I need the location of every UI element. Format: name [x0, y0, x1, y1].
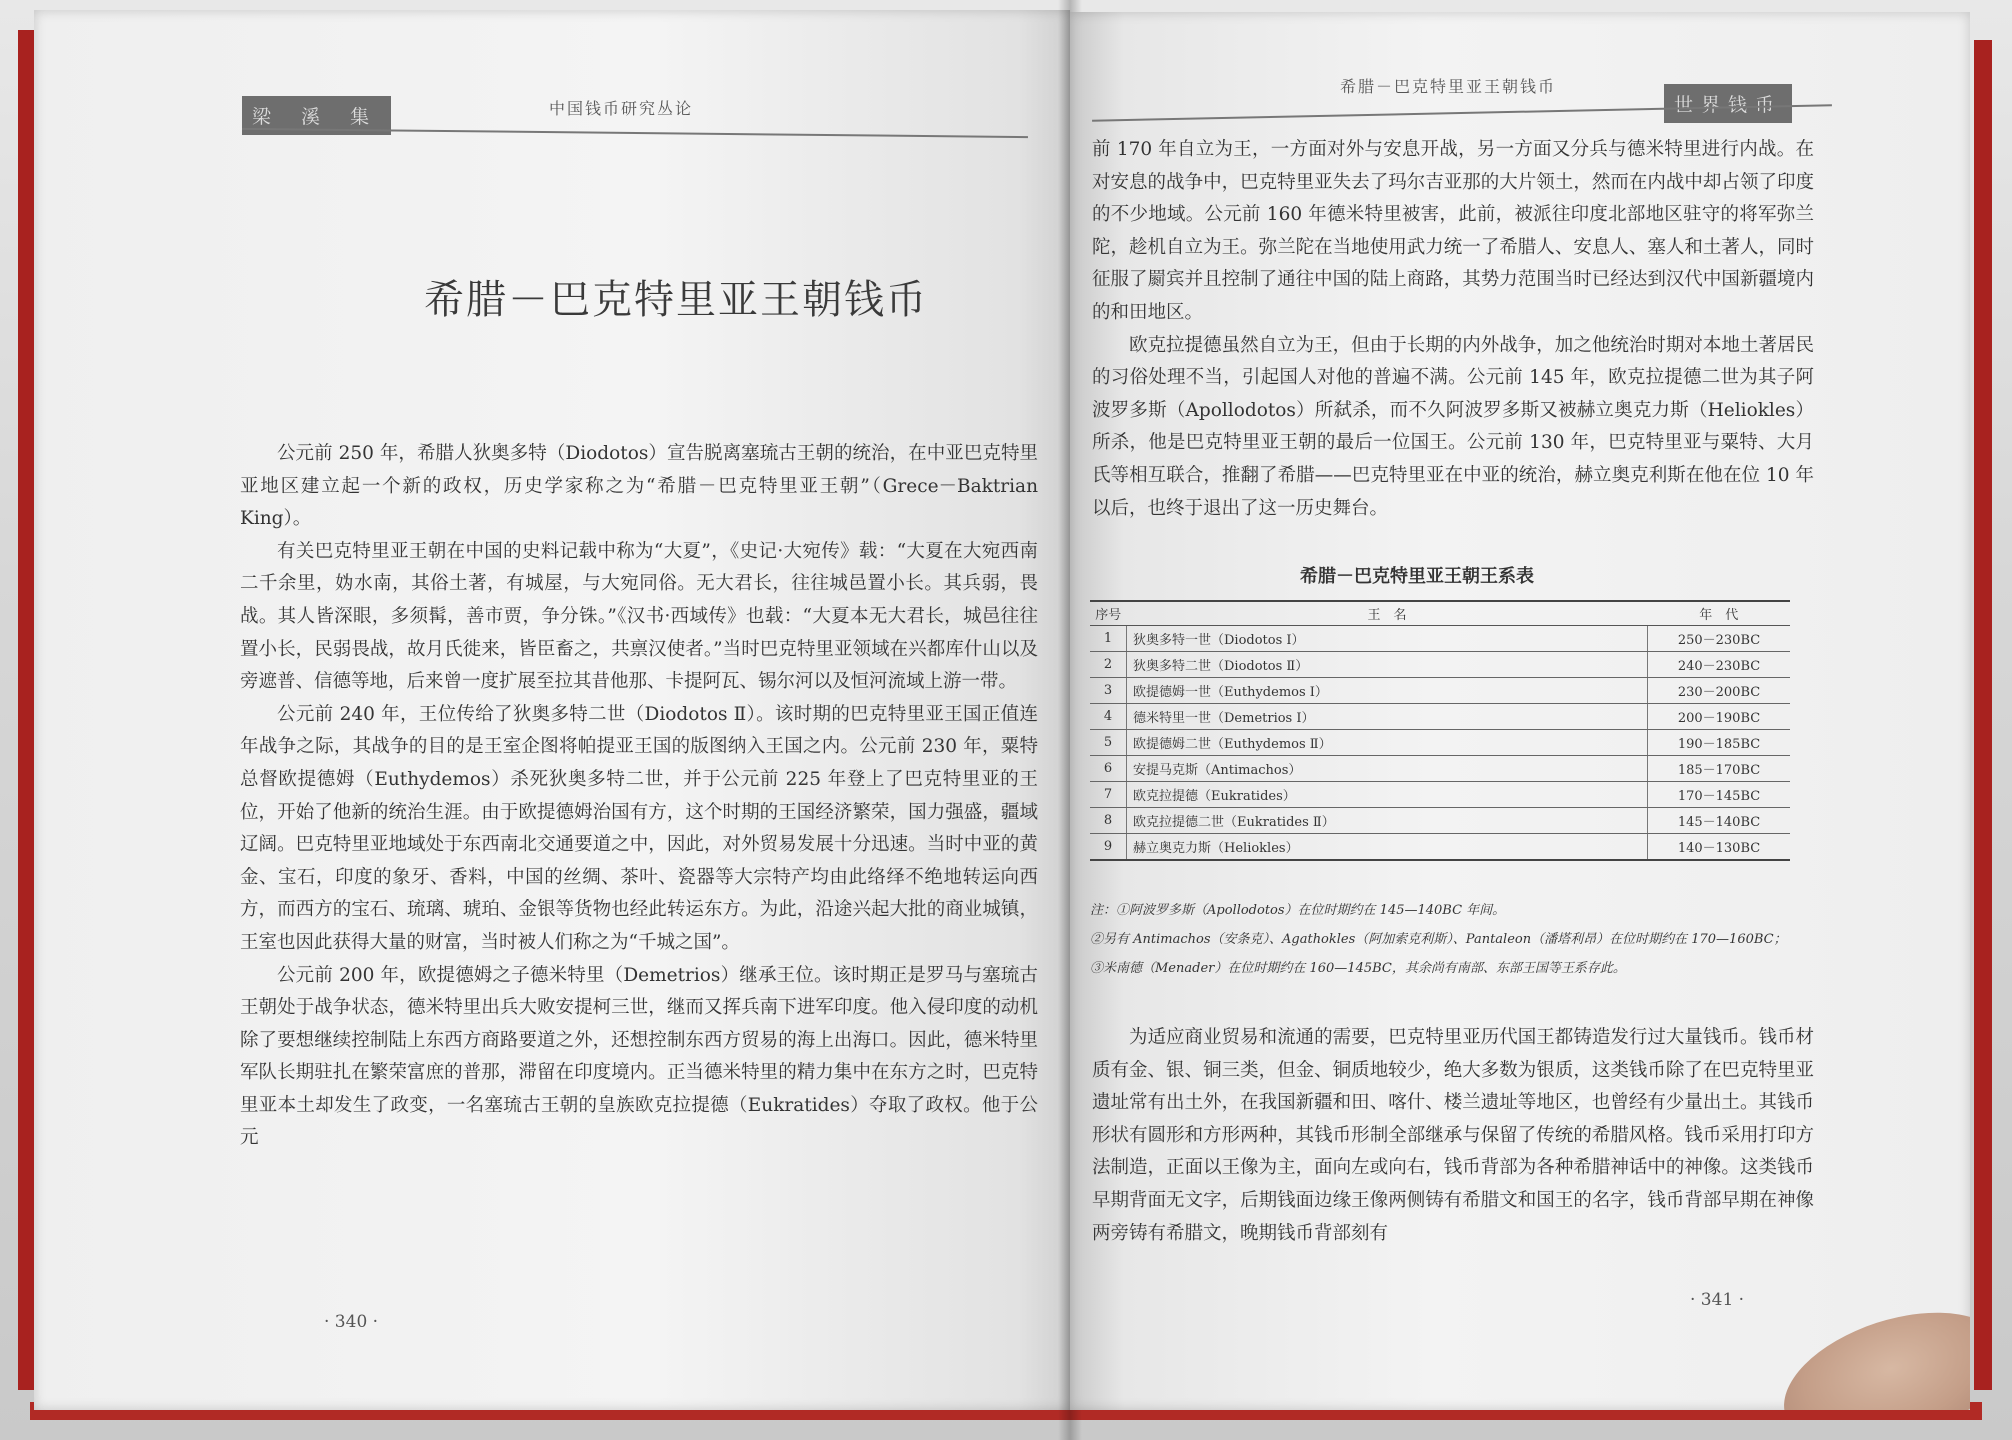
table-row	[1090, 626, 1790, 652]
thumb-holding-page	[1767, 1287, 1970, 1410]
reign-years: 145－140BC	[1648, 808, 1791, 834]
row-index: 8	[1090, 808, 1127, 834]
reign-years: 170－145BC	[1648, 782, 1791, 808]
running-header-tag: 梁 溪 集	[242, 96, 391, 135]
paragraph: 有关巴克特里亚王朝在中国的史料记载中称为“大夏”，《史记·大宛传》载：“大夏在大宛西南二千余里，妫水南，其俗土著，有城屋，与大宛同俗。无大君长，往往城邑置小长。其兵弱，畏战。其人皆深眼，多须髯，善市贾，争分铢。”《汉书·西域传》也载：“大夏本无大君长，城邑往往置小长，民弱畏战，故月氏徙来，皆臣畜之，共禀汉使者。”当时巴克特里亚领域在兴都库什山以及旁遮普、信德等地，后来曾一度扩展至拉其昔他那、卡提阿瓦、锡尔河以及恒河流域上游一带。	[240, 540, 1038, 693]
dynasty-table	[1090, 600, 1790, 861]
paragraph: 公元前 250 年，希腊人狄奥多特（Diodotos）宣告脱离塞琉古王朝的统治，在中亚巴克特里亚地区建立起一个新的政权，历史学家称之为“希腊－巴克特里亚王朝”（Grece－Baktrian King）。	[240, 443, 1038, 530]
row-index: 6	[1090, 756, 1127, 782]
right-page	[1070, 12, 1970, 1410]
ruler-name: 欧提德姆二世（Euthydemos Ⅱ）	[1127, 730, 1648, 756]
paragraph: 为适应商业贸易和流通的需要，巴克特里亚历代国王都铸造发行过大量钱币。钱币材质有金、银、铜三类，但金、铜质地较少，绝大多数为银质，这类钱币除了在巴克特里亚遗址常有出土外，在我国新疆和田、喀什、楼兰遗址等地区，也曾经有少量出土。其钱币形状有圆形和方形两种，其钱币形制全部继承与保留了传统的希腊风格。钱币采用打印方法制造，正面以王像为主，面向左或向右，钱币背部为各种希腊神话中的神像。这类钱币早期背面无文字，后期钱面边缘王像两侧铸有希腊文和国王的名字，钱币背部早期在神像两旁铸有希腊文，晚期钱币背部刻有	[1092, 1027, 1814, 1244]
reign-years: 140－130BC	[1648, 834, 1791, 861]
table-row	[1090, 678, 1790, 704]
reign-years: 230－200BC	[1648, 678, 1791, 704]
row-index: 3	[1090, 678, 1127, 704]
ruler-name: 德米特里一世（Demetrios Ⅰ）	[1127, 704, 1648, 730]
chapter-title: 希腊－巴克特里亚王朝钱币	[424, 277, 928, 323]
reign-years: 240－230BC	[1648, 652, 1791, 678]
running-header-title: 希腊－巴克特里亚王朝钱币	[1340, 77, 1557, 96]
table-header-row	[1090, 601, 1790, 626]
table-header-cell: 年 代	[1648, 601, 1791, 626]
ruler-name: 安提马克斯（Antimachos）	[1127, 756, 1648, 782]
left-page	[34, 10, 1070, 1410]
right-body-text	[1092, 134, 1814, 525]
table-notes	[1090, 896, 1790, 983]
row-index: 9	[1090, 834, 1127, 861]
table-title: 希腊－巴克特里亚王朝王系表	[1300, 566, 1534, 587]
ruler-name: 狄奥多特二世（Diodotos Ⅱ）	[1127, 652, 1648, 678]
note: 注：①阿波罗多斯（Apollodotos）在位时期约在 145—140BC 年间。	[1090, 903, 1506, 918]
table-row	[1090, 782, 1790, 808]
paragraph: 公元前 240 年，王位传给了狄奥多特二世（Diodotos Ⅱ）。该时期的巴克特里亚王国正值连年战争之际，其战争的目的是王室企图将帕提亚王国的版图纳入王国之内。公元前 230 年，粟特总督欧提德姆（Euthydemos）杀死狄奥多特二世，并于公元前 225 年登上了巴克特里亚的王位，开始了他新的统治生涯。由于欧提德姆治国有方，这个时期的王国经济繁荣，国力强盛，疆域辽阔。巴克特里亚地域处于东西南北交通要道之中，因此，对外贸易发展十分迅速。当时中亚的黄金、宝石，印度的象牙、香料，中国的丝绸、茶叶、瓷器等大宗特产均由此络绎不绝地转运向西方，而西方的宝石、琉璃、琥珀、金银等货物也经此转运东方。为此，沿途兴起大批的商业城镇，王室也因此获得大量的财富，当时被人们称之为“千城之国”。	[240, 703, 1038, 953]
ruler-name: 欧提德姆一世（Euthydemos Ⅰ）	[1127, 678, 1648, 704]
reign-years: 250－230BC	[1648, 626, 1791, 652]
table-header-cell: 序号	[1090, 601, 1127, 626]
reign-years: 185－170BC	[1648, 756, 1791, 782]
left-body-text	[240, 438, 1038, 1155]
table-row	[1090, 808, 1790, 834]
row-index: 5	[1090, 730, 1127, 756]
paragraph: 前 170 年自立为王，一方面对外与安息开战，另一方面又分兵与德米特里进行内战。在对安息的战争中，巴克特里亚失去了玛尔吉亚那的大片领土，然而在内战中却占领了印度的不少地域。公元前 160 年德米特里被害，此前，被派往印度北部地区驻守的将军弥兰陀，趁机自立为王。弥兰陀在当地使用武力统一了希腊人、安息人、塞人和土著人，同时征服了罽宾并且控制了通往中国的陆上商路，其势力范围当时已经达到汉代中国新疆境内的和田地区。	[1092, 139, 1814, 323]
paragraph: 公元前 200 年，欧提德姆之子德米特里（Demetrios）继承王位。该时期正是罗马与塞琉古王朝处于战争状态，德米特里出兵大败安提柯三世，继而又挥兵南下进军印度。他入侵印度的动机除了要想继续控制陆上东西方商路要道之外，还想控制东西方贸易的海上出海口。因此，德米特里军队长期驻扎在繁荣富庶的普那，滞留在印度境内。正当德米特里的精力集中在东方之时，巴克特里亚本土却发生了政变，一名塞琉古王朝的皇族欧克拉提德（Eukratides）夺取了政权。他于公元	[240, 964, 1038, 1149]
right-body-text-continued	[1092, 1022, 1814, 1250]
note: ③米南德（Menader）在位时期约在 160—145BC，其余尚有南部、东部王国等王系存此。	[1090, 961, 1626, 976]
table-row	[1090, 730, 1790, 756]
reign-years: 200－190BC	[1648, 704, 1791, 730]
reign-years: 190－185BC	[1648, 730, 1791, 756]
book-cover-edge-right	[1974, 40, 1992, 1390]
book-cover-edge-left	[18, 30, 34, 1390]
running-header-title: 中国钱币研究丛论	[549, 99, 694, 118]
table-header-cell: 王 名	[1127, 601, 1648, 626]
table-row	[1090, 834, 1790, 861]
ruler-name: 欧克拉提德二世（Eukratides Ⅱ）	[1127, 808, 1648, 834]
row-index: 7	[1090, 782, 1127, 808]
table-row	[1090, 756, 1790, 782]
ruler-name: 狄奥多特一世（Diodotos Ⅰ）	[1127, 626, 1648, 652]
table-row	[1090, 704, 1790, 730]
page-number: · 341 ·	[1690, 1290, 1745, 1310]
row-index: 4	[1090, 704, 1127, 730]
page-number: · 340 ·	[324, 1312, 379, 1332]
ruler-name: 欧克拉提德（Eukratides）	[1127, 782, 1648, 808]
row-index: 2	[1090, 652, 1127, 678]
row-index: 1	[1090, 626, 1127, 652]
ruler-name: 赫立奥克力斯（Heliokles）	[1127, 834, 1648, 861]
running-header-tag: 世界钱币	[1664, 84, 1792, 123]
paragraph: 欧克拉提德虽然自立为王，但由于长期的内外战争，加之他统治时期对本地土著居民的习俗处理不当，引起国人对他的普遍不满。公元前 145 年，欧克拉提德二世为其子阿波罗多斯（Apollodotos）所弑杀，而不久阿波罗多斯又被赫立奥克力斯（Heliokles）所杀，他是巴克特里亚王朝的最后一位国王。公元前 130 年，巴克特里亚与粟特、大月氏等相互联合，推翻了希腊——巴克特里亚在中亚的统治，赫立奥克利斯在他在位 10 年以后，也终于退出了这一历史舞台。	[1092, 334, 1814, 519]
table-row	[1090, 652, 1790, 678]
note: ②另有 Antimachos（安条克）、Agathokles（阿加索克利斯）、Pantaleon（潘塔利昂）在位时期约在 170—160BC；	[1090, 932, 1787, 947]
